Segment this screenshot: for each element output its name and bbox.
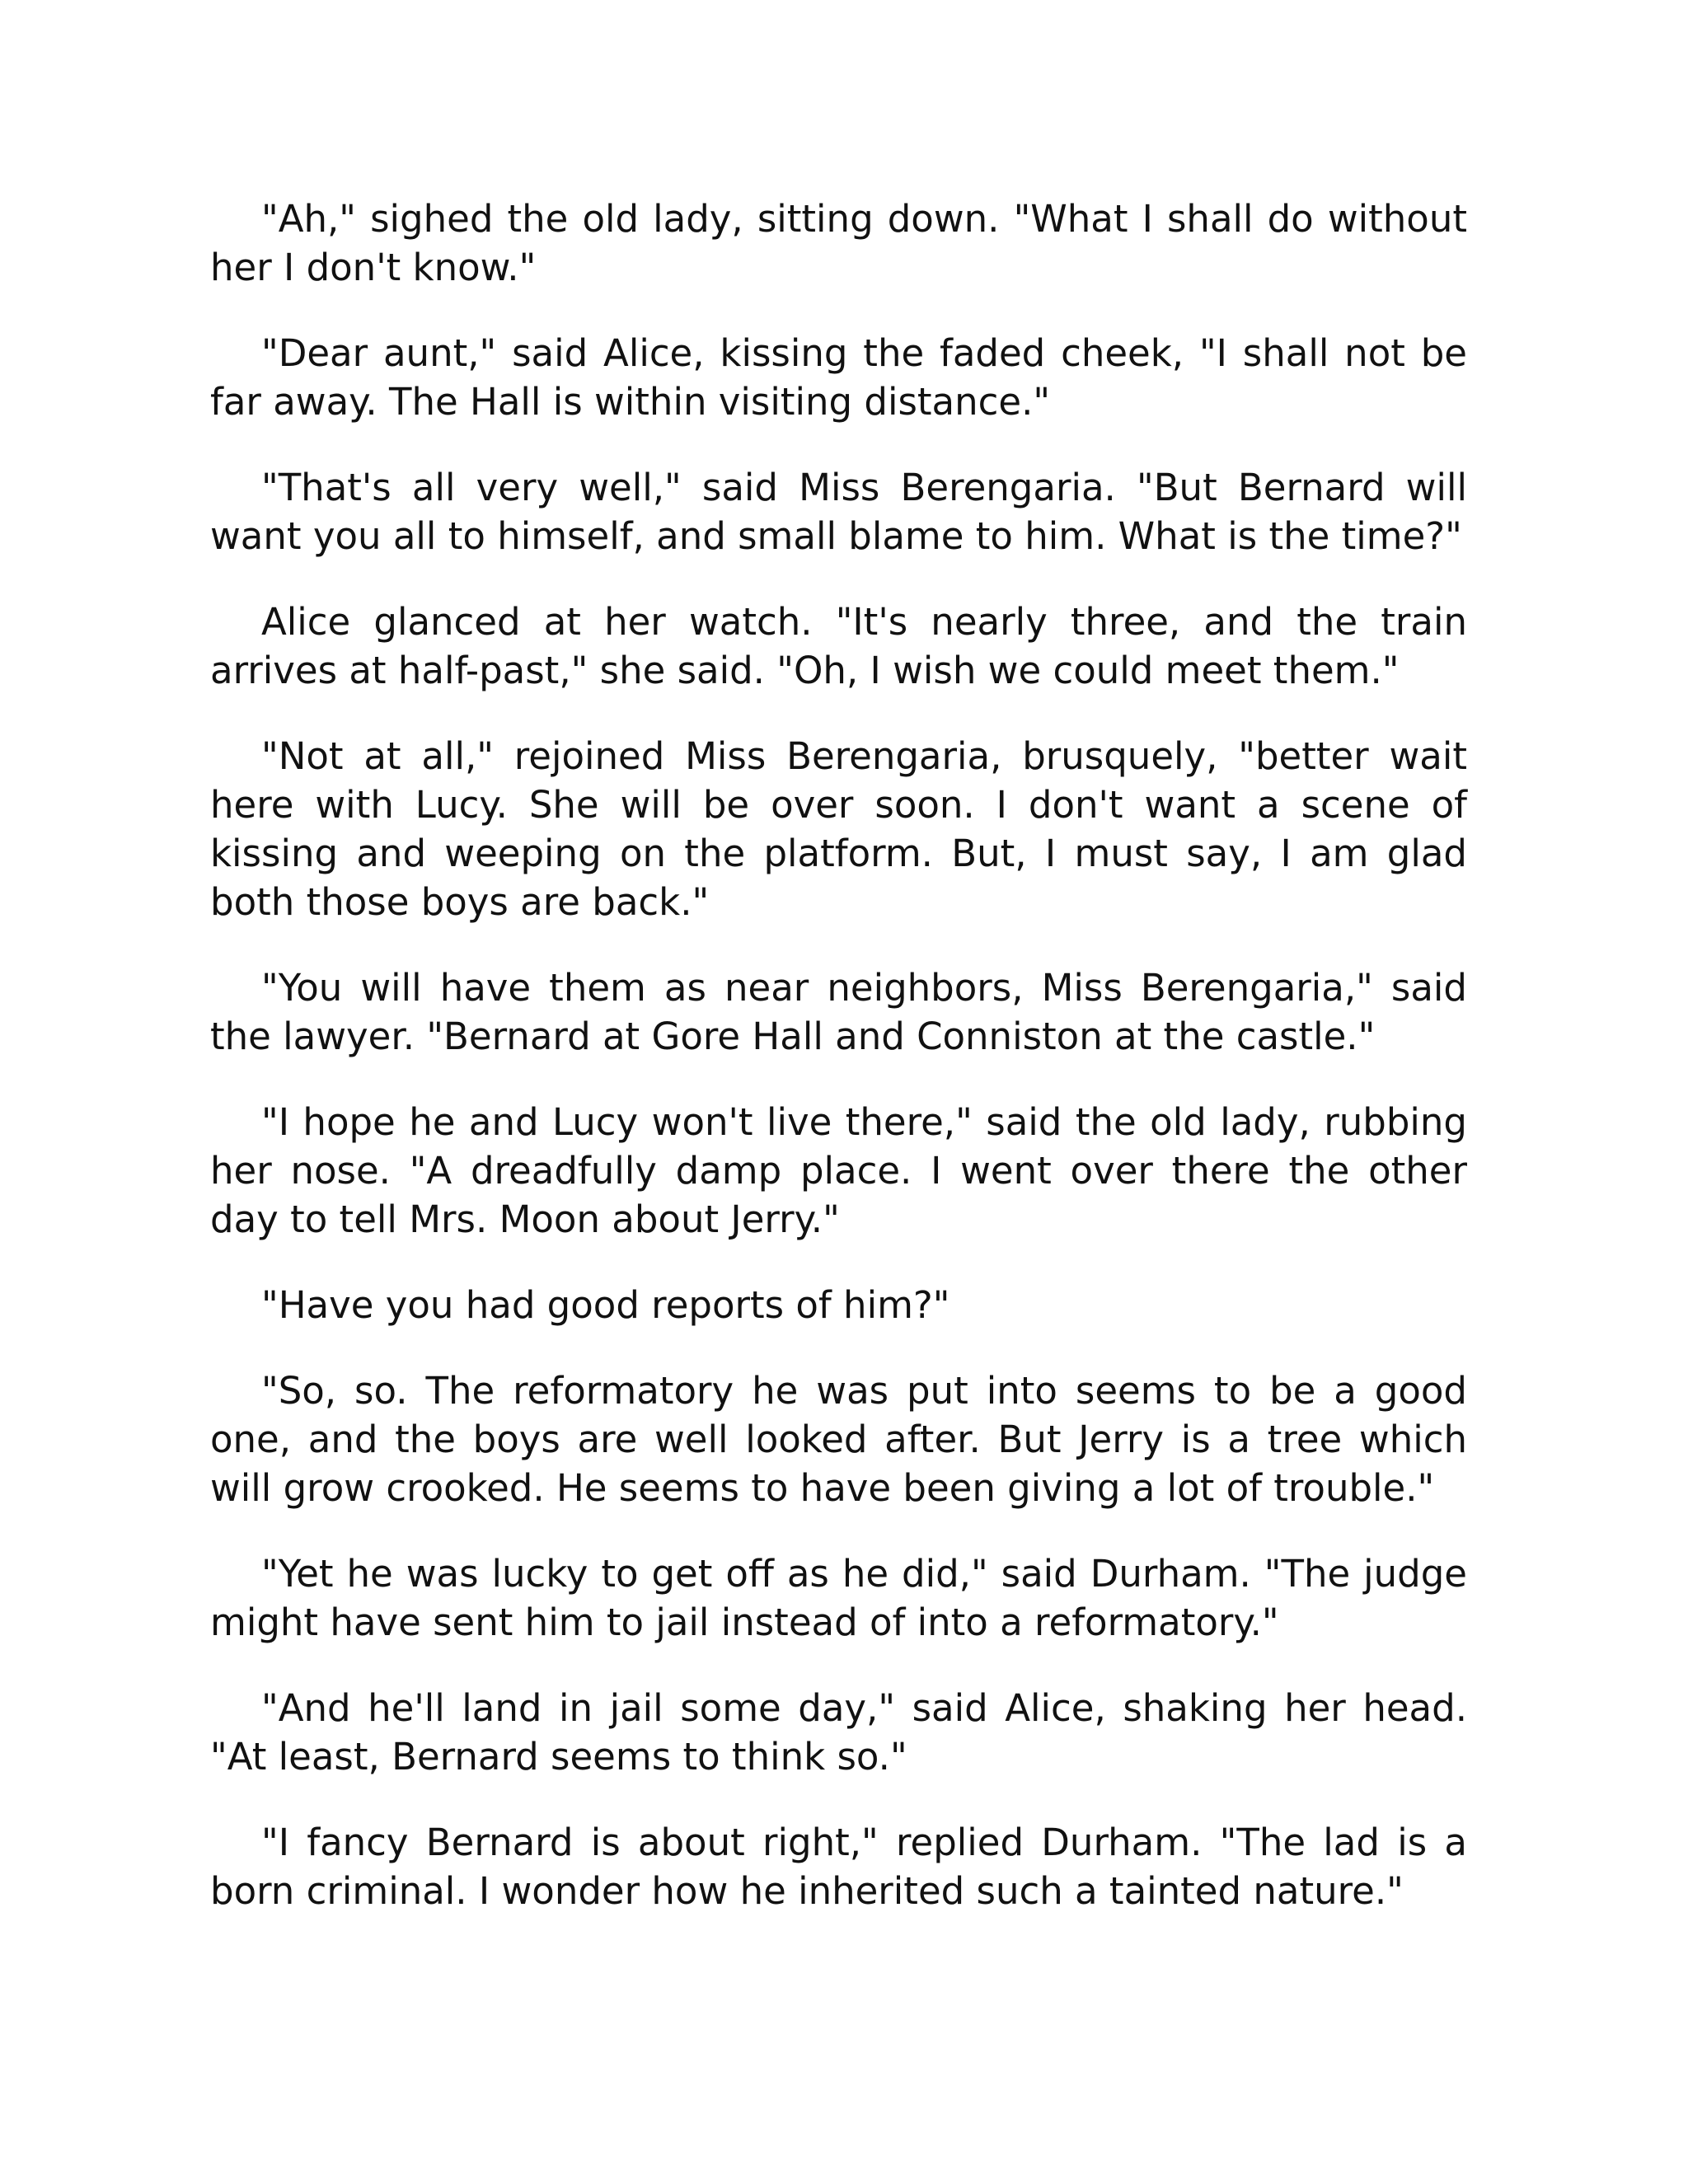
paragraph-9: "So, so. The reformatory he was put into seems to be a good one, and the boys are well looked after. But Jerry is a tree which will grow crooked. He seems to have been giving a lot of trouble." — [210, 1369, 1467, 1510]
paragraph-8: "Have you had good reports of him?" — [261, 1283, 950, 1327]
paragraph-5: "Not at all," rejoined Miss Berengaria, brusquely, "better wait here with Lucy. She will be over soon. I don't want a scene of kissing and weeping on the platform. But, I must say, I am glad both those boys are back." — [210, 734, 1467, 924]
paragraph-12: "I fancy Bernard is about right," replied Durham. "The lad is a born criminal. I wonder how he inherited such a tainted nature." — [210, 1821, 1467, 1913]
paragraph-4: Alice glanced at her watch. "It's nearly three, and the train arrives at half-past," she said. "Oh, I wish we could meet them." — [210, 600, 1467, 692]
paragraph-6: "You will have them as near neighbors, Miss Berengaria," said the lawyer. "Bernard at Gore Hall and Conniston at the castle." — [210, 966, 1467, 1058]
paragraph-3: "That's all very well," said Miss Berengaria. "But Bernard will want you all to himself, and small blame to him. What is the time?" — [210, 466, 1467, 558]
paragraph-7: "I hope he and Lucy won't live there," said the old lady, rubbing her nose. "A dreadfully damp place. I went over there the other day to tell Mrs. Moon about Jerry." — [210, 1100, 1467, 1241]
paragraph-11: "And he'll land in jail some day," said Alice, shaking her head. "At least, Bernard seems to think so." — [210, 1686, 1467, 1779]
page-body — [210, 194, 1467, 1952]
paragraph-1: "Ah," sighed the old lady, sitting down. "What I shall do without her I don't know." — [210, 197, 1467, 289]
paragraph-2: "Dear aunt," said Alice, kissing the faded cheek, "I shall not be far away. The Hall is within visiting distance." — [210, 331, 1467, 424]
paragraph-10: "Yet he was lucky to get off as he did," said Durham. "The judge might have sent him to jail instead of into a reformatory." — [210, 1552, 1467, 1644]
